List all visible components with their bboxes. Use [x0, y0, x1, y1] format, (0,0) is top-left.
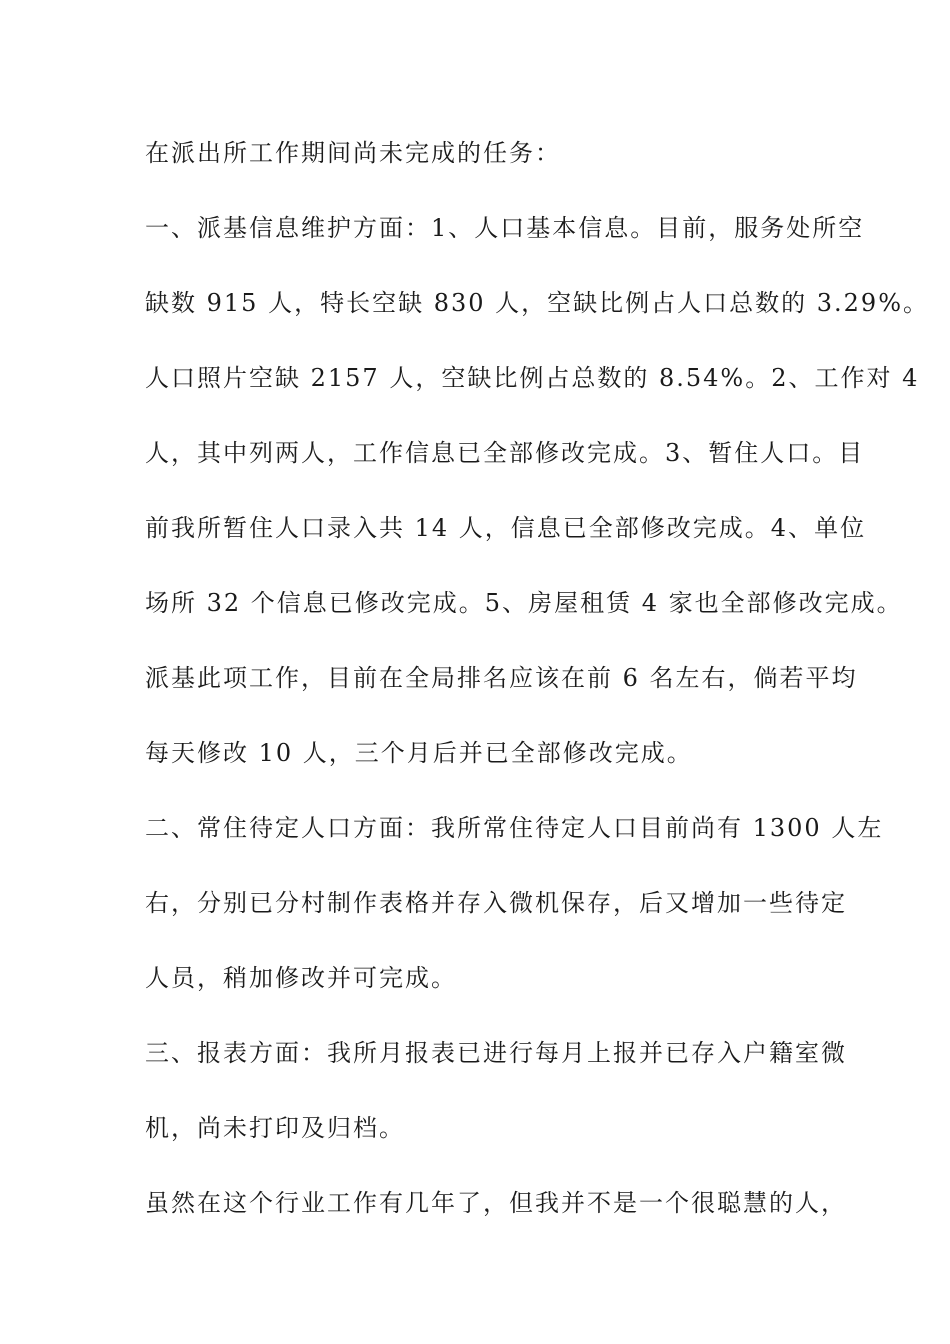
- document-body: [145, 128, 930, 1253]
- text-line-6: 前我所暂住人口录入共 14 人，信息已全部修改完成。4、单位: [145, 514, 867, 542]
- text-line-3: 缺数 915 人，特长空缺 830 人，空缺比例占人口总数的 3.29%。: [145, 289, 930, 317]
- text-line-11: 右，分别已分村制作表格并存入微机保存，后又增加一些待定: [145, 889, 847, 917]
- text-line-2: 一、派基信息维护方面：1、人口基本信息。目前，服务处所空: [145, 214, 865, 242]
- text-line-10: 二、常住待定人口方面：我所常住待定人口目前尚有 1300 人左: [145, 814, 884, 842]
- text-line-4: 人口照片空缺 2157 人，空缺比例占总数的 8.54%。2、工作对 4: [145, 364, 920, 392]
- text-line-5: 人，其中列两人，工作信息已全部修改完成。3、暂住人口。目: [145, 439, 865, 467]
- text-line-9: 每天修改 10 人，三个月后并已全部修改完成。: [145, 739, 693, 767]
- text-line-15: 虽然在这个行业工作有几年了，但我并不是一个很聪慧的人，: [145, 1189, 847, 1217]
- text-line-13: 三、报表方面：我所月报表已进行每月上报并已存入户籍室微: [145, 1039, 847, 1067]
- text-line-7: 场所 32 个信息已修改完成。5、房屋租赁 4 家也全部修改完成。: [145, 589, 903, 617]
- text-line-8: 派基此项工作，目前在全局排名应该在前 6 名左右，倘若平均: [145, 664, 858, 692]
- text-line-12: 人员，稍加修改并可完成。: [145, 964, 457, 992]
- text-line-14: 机，尚未打印及归档。: [145, 1114, 405, 1142]
- text-line-1: 在派出所工作期间尚未完成的任务：: [145, 139, 561, 167]
